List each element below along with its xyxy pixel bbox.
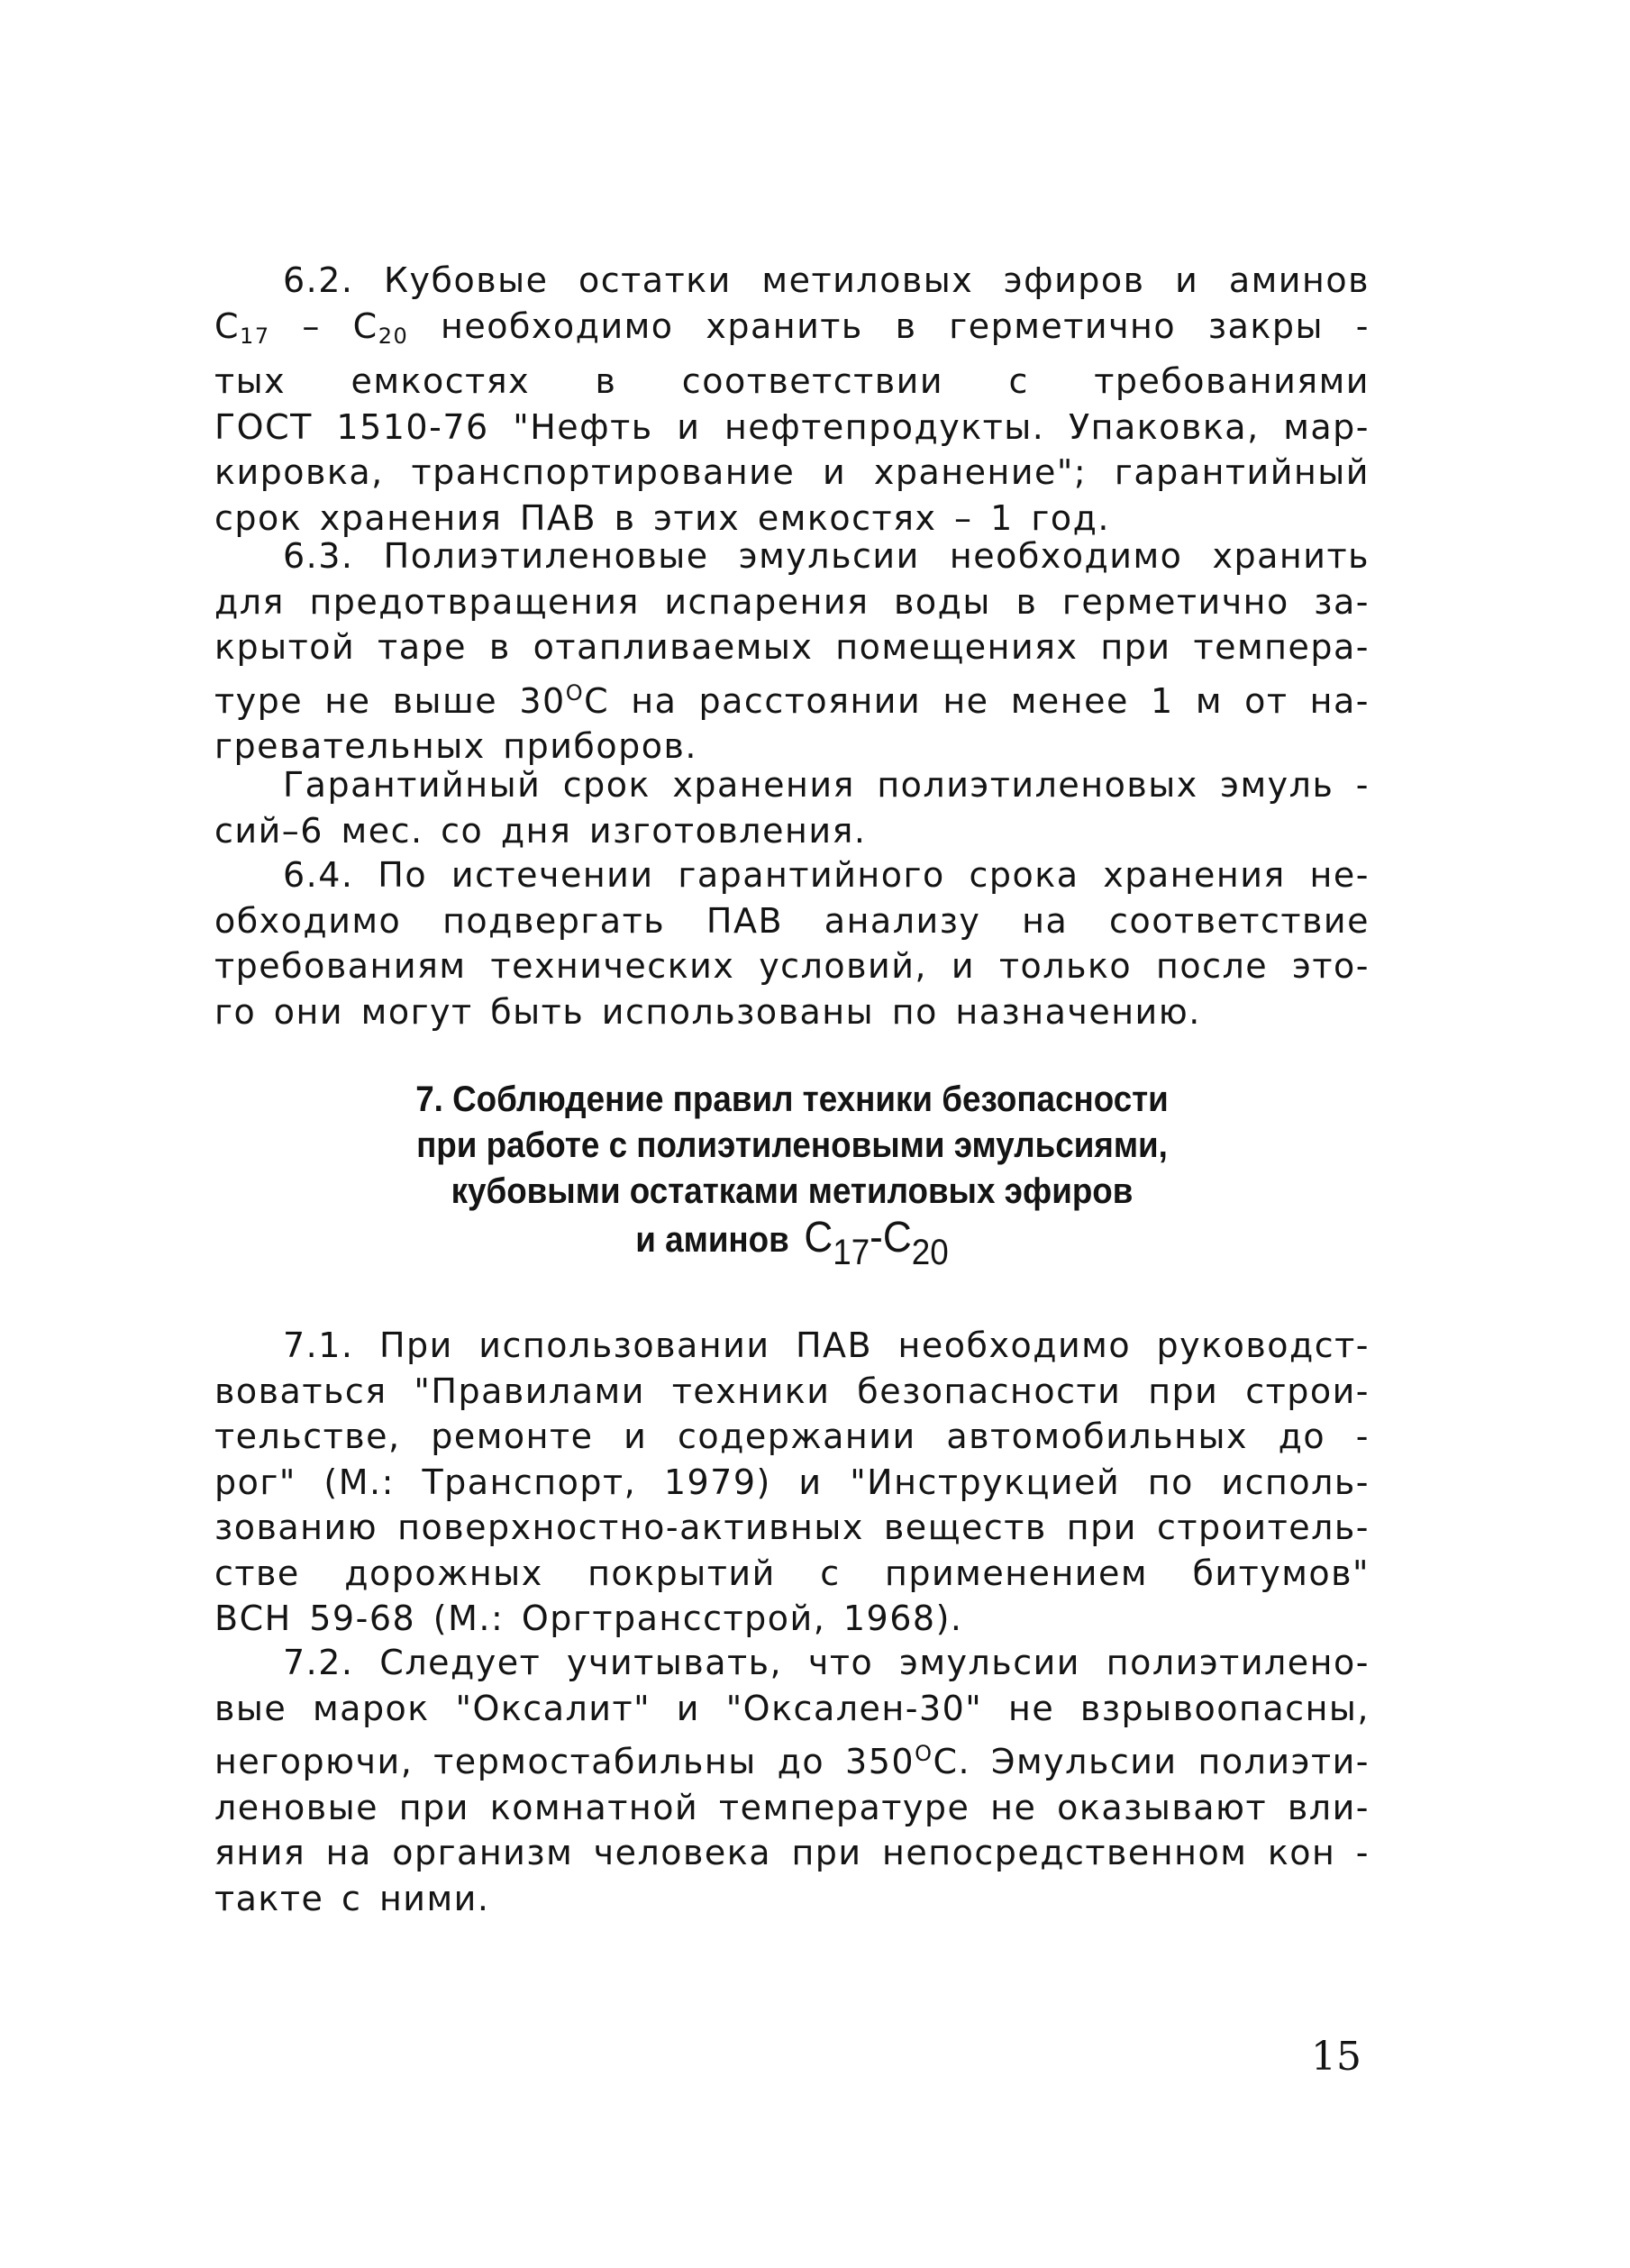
text-line: туре не выше $30^ОС$ на расстоянии не менее 1 м от на-	[214, 679, 1370, 721]
text-line: стве дорожных покрытий с применением битумов"	[214, 1553, 1370, 1593]
paragraph-6-2	[214, 258, 1370, 541]
text-line: рог" (М.: Транспорт, 1979) и "Инструкцией по исполь-	[214, 1462, 1370, 1502]
heading-line: и аминов $C_{17}-C_{20}$	[635, 1214, 949, 1272]
text-line: тых емкостях в соответствии с требованиями	[214, 361, 1370, 401]
paragraph-7-2	[214, 1640, 1370, 1921]
text-line: для предотвращения испарения воды в герметично за-	[214, 581, 1370, 622]
text-line: яния на организм человека при непосредственном кон -	[214, 1833, 1370, 1872]
text-line: тельстве, ремонте и содержании автомобильных до -	[214, 1416, 1370, 1456]
text-line: срок хранения ПАВ в этих емкостях – 1 год.	[214, 497, 1110, 538]
text-line: ГОСТ 1510-76 "Нефть и нефтепродукты. Упаковка, мар-	[214, 406, 1370, 447]
text-line: 7.2. Следует учитывать, что эмульсии полиэтилено-	[283, 1643, 1370, 1682]
text-line: Гарантийный срок хранения полиэтиленовых эмуль -	[283, 765, 1370, 805]
text-line: 6.2. Кубовые остатки метиловых эфиров и аминов	[283, 260, 1370, 300]
text-line: 6.3. Полиэтиленовые эмульсии необходимо хранить	[283, 536, 1370, 576]
heading-line: при работе с полиэтиленовыми эмульсиями,	[416, 1125, 1168, 1165]
text-line: ВСН 59-68 (М.: Оргтрансстрой, 1968).	[214, 1599, 963, 1638]
paragraph-7-1	[214, 1323, 1370, 1642]
text-line: 7.1. При использовании ПАВ необходимо руководст-	[283, 1325, 1370, 1365]
text-line: сий–6 мес. со дня изготовления.	[214, 810, 867, 851]
formula-c17-c20: $C_{17} - C_{20}$	[214, 305, 409, 349]
heading-line: кубовыми остатками метиловых эфиров	[451, 1171, 1134, 1211]
paragraph-6-3-warranty	[214, 762, 1370, 853]
paragraph-6-3	[214, 533, 1370, 770]
text-line: $C_{17} - C_{20}$ необходимо хранить в герметично закры -	[214, 305, 1370, 349]
heading-line: 7. Соблюдение правил техники безопасности	[415, 1079, 1169, 1119]
text-line: 6.4. По истечении гарантийного срока хранения не-	[283, 855, 1370, 895]
text-line: го они могут быть использованы по назначению.	[214, 991, 1201, 1032]
text-line: обходимо подвергать ПАВ анализу на соответствие	[214, 900, 1370, 941]
paragraph-6-4	[214, 852, 1370, 1034]
text-line: кировка, транспортирование и хранение"; гарантийный	[214, 452, 1370, 492]
text-line: вые марок "Оксалит" и "Оксален-30" не взрывоопасны,	[214, 1688, 1370, 1728]
text-line: требованиям технических условий, и только после это-	[214, 946, 1370, 986]
text-line: такте с ними.	[214, 1878, 490, 1918]
text-line: негорючи, термостабильны до $350^ОС$. Эмульсии полиэти-	[214, 1741, 1370, 1781]
text-line: гревательных приборов.	[214, 726, 697, 766]
text-line: крытой таре в отапливаемых помещениях при темпера-	[214, 627, 1370, 667]
text-line: воваться "Правилами техники безопасности при строи-	[214, 1371, 1370, 1411]
text-line: зованию поверхностно-активных веществ при строитель-	[214, 1507, 1370, 1547]
page-number: 15	[1311, 2034, 1361, 2080]
text-line: леновые при комнатной температуре не оказывают вли-	[214, 1787, 1370, 1827]
section-7-heading	[260, 1077, 1323, 1276]
formula-c17-c20: $C_{17}-C_{20}$	[804, 1214, 949, 1272]
